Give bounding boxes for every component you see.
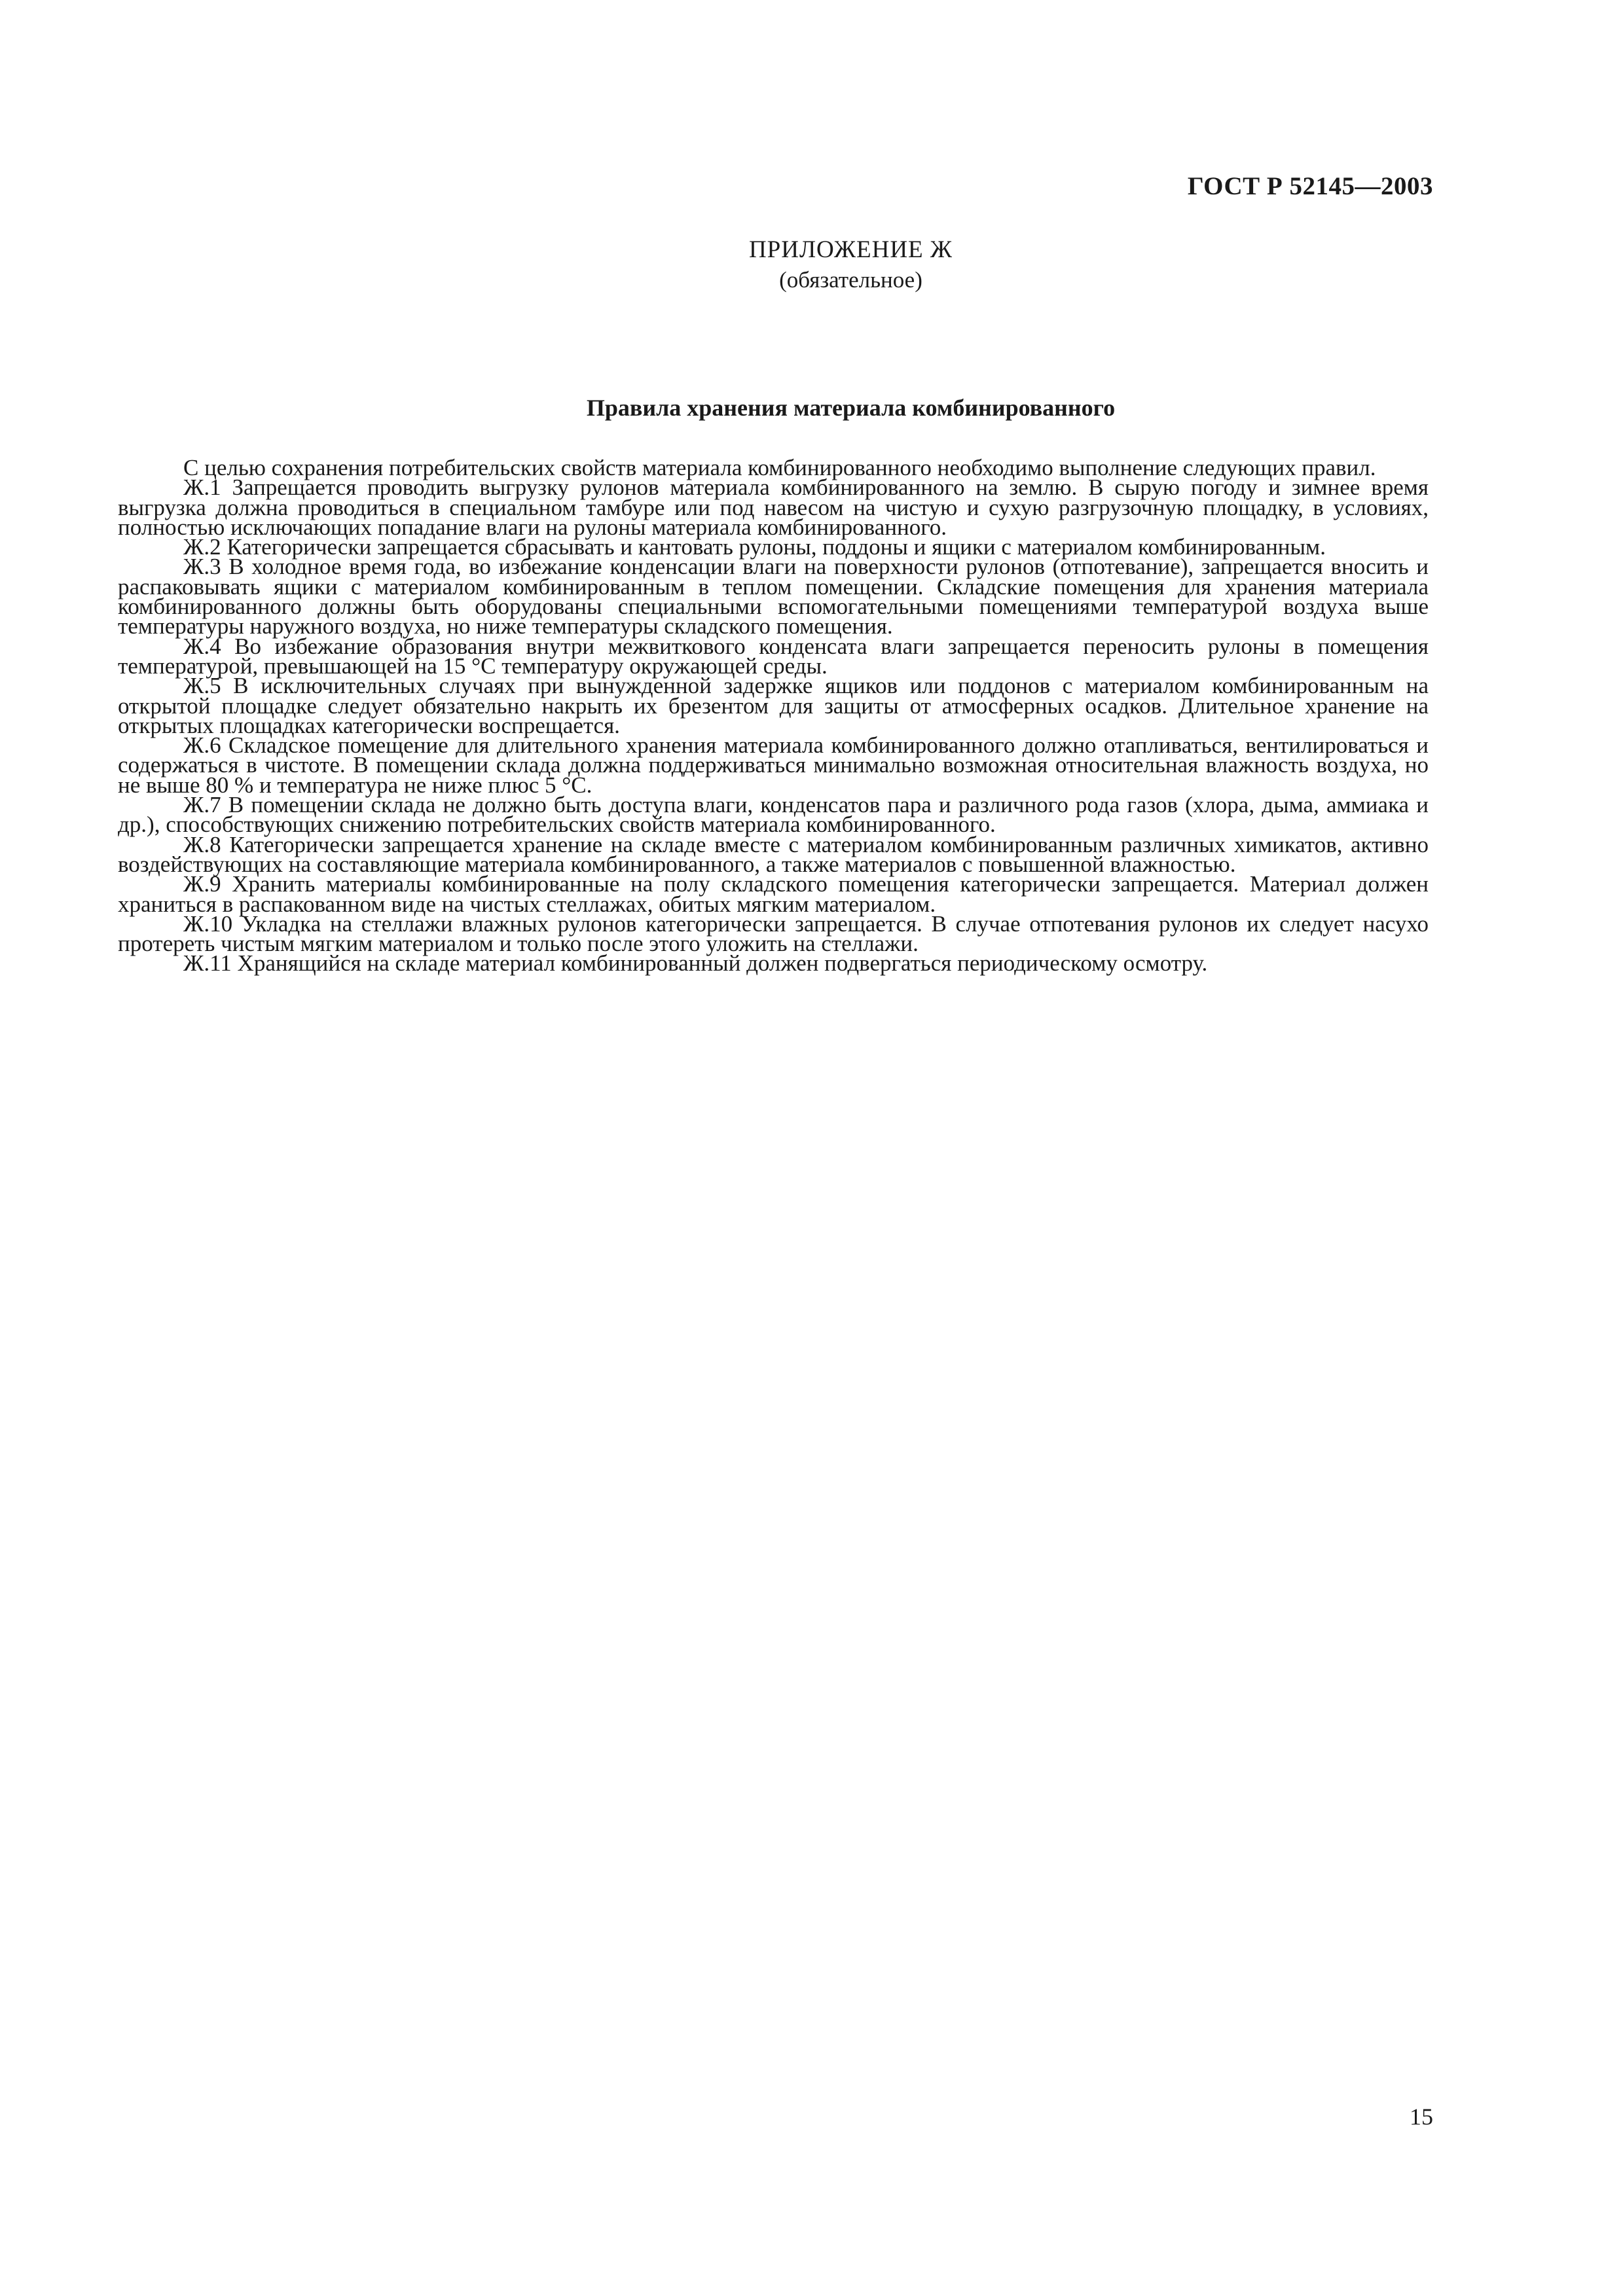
clause-zh8: Ж.8 Категорически запрещается хранение на складе вместе с материалом комбинированным различных химикатов, активно воздействующих на составляющие материала комбинированного, а также материалов с повышенной влажностью. xyxy=(118,831,1429,877)
appendix-header xyxy=(0,234,1623,295)
page-number: 15 xyxy=(1410,2104,1433,2130)
clause-zh4: Ж.4 Во избежание образования внутри межвиткового конденсата влаги запрещается переносить рулоны в помещения температурой, превышающей на 15 °С температуру окружающей среды. xyxy=(118,633,1429,679)
clause-zh9: Ж.9 Хранить материалы комбинированные на полу складского помещения категорически запрещается. Материал должен храниться в распакованном виде на чистых стеллажах, обитых мягким материалом. xyxy=(118,871,1429,917)
clause-zh1: Ж.1 Запрещается проводить выгрузку рулонов материала комбинированного на землю. В сырую погоду и зимнее время выгрузка должна проводиться в специальном тамбуре или под навесом на чистую и сухую разгрузочную площадку, в условиях, полностью исключающих попадание влаги на рулоны материала комбинированного. xyxy=(118,475,1429,540)
clause-zh7: Ж.7 В помещении склада не должно быть доступа влаги, конденсатов пара и различного рода газов (хлора, дыма, аммиака и др.), способствующих снижению потребительских свойств материала комбинированного. xyxy=(118,792,1429,838)
appendix-status: (обязательное) xyxy=(779,267,922,293)
body-text xyxy=(118,455,1429,977)
section-heading: Правила хранения материала комбинированного xyxy=(586,395,1116,421)
clause-zh10: Ж.10 Укладка на стеллажи влажных рулонов категорически запрещается. В случае отпотевания рулонов их следует насухо протереть чистым мягким материалом и только после этого уложить на стеллажи. xyxy=(118,910,1429,957)
clause-zh5: Ж.5 В исключительных случаях при вынужденной задержке ящиков или поддонов с материалом комбинированным на открытой площадке следует обязательно накрыть их брезентом для защиты от атмосферных осадков. Длительное хранение на открытых площадках категорически воспрещается. xyxy=(118,673,1429,738)
intro-paragraph: С целью сохранения потребительских свойств материала комбинированного необходимо выполнение следующих правил. xyxy=(183,455,1376,480)
clause-zh3: Ж.3 В холодное время года, во избежание конденсации влаги на поверхности рулонов (отпотевание), запрещается вносить и распаковывать ящики с материалом комбинированным в теплом помещении. Складские помещения для хранения материала комбинированного должны быть оборудованы специальными вспомогательными помещениями температурой воздуха выше температуры наружного воздуха, но ниже температуры складского помещения. xyxy=(118,554,1429,639)
clause-zh2: Ж.2 Категорически запрещается сбрасывать и кантовать рулоны, поддоны и ящики с материалом комбинированным. xyxy=(183,534,1326,560)
document-code: ГОСТ Р 52145—2003 xyxy=(1187,172,1433,200)
clause-zh6: Ж.6 Складское помещение для длительного хранения материала комбинированного должно отапливаться, вентилироваться и содержаться в чистоте. В помещении склада должна поддерживаться минимально возможная относительная влажность воздуха, но не выше 80 % и температура не ниже плюс 5 °С. xyxy=(118,732,1429,798)
clause-zh11: Ж.11 Хранящийся на складе материал комбинированный должен подвергаться периодическому осмотру. xyxy=(183,950,1208,977)
appendix-title: ПРИЛОЖЕНИЕ Ж xyxy=(748,236,953,263)
